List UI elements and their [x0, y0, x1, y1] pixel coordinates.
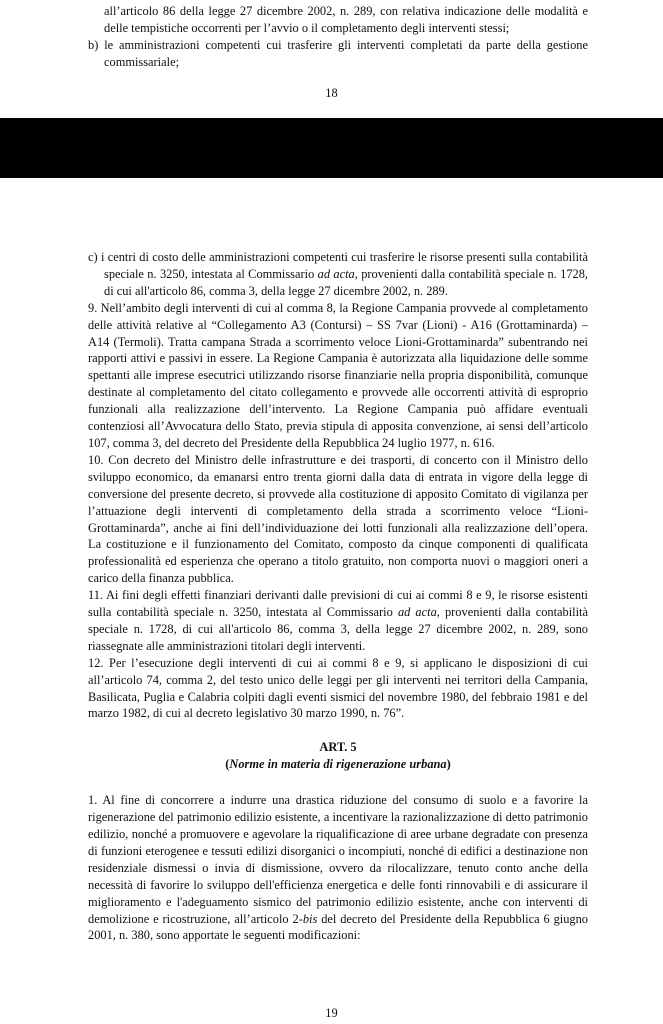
paragraph-11: 11. Ai fini degli effetti finanziari derivanti dalle previsioni di cui ai commi 8 e 9, le risorse esistenti sulla contabilità speciale n. 3250, intestata al Commissario ad acta, provenienti dalla contabilità speciale n. 1728, di cui all'articolo 86, comma 3, della legge 27 dicembre 2002, n. 289, sono riassegnate alle amministrazioni titolari degli interventi.	[88, 588, 589, 653]
list-item-b: b) le amministrazioni competenti cui trasferire gli interventi completati da parte della gestione commissariale;	[88, 37, 588, 69]
document-page-19	[0, 178, 663, 1024]
article-subtitle: (Norme in materia di rigenerazione urbana)	[225, 757, 451, 772]
page-number: 19	[325, 1006, 338, 1020]
paragraph-12: 12. Per l’esecuzione degli interventi di cui ai commi 8 e 9, si applicano le disposizioni di cui all’articolo 74, comma 2, del testo unico delle leggi per gli interventi nei territori della Campania, Basilicata, Puglia e Calabria colpiti dagli eventi sismici del novembre 1980, del febbraio 1981 e del marzo 1982, di cui al decreto legislativo 30 marzo 1990, n. 76”.	[88, 655, 588, 721]
paragraph-9: 9. Nell’ambito degli interventi di cui al comma 8, la Regione Campania provvede al completamento delle attività relative al “Collegamento A3 (Contursi) – SS 7var (Lioni) - A16 (Grottaminarda) – A14 (Termoli). Tratta campana Strada a scorrimento veloce Lioni-Grottaminarda” subentrando nei rapporti attivi e passivi in essere. La Regione Campania è autorizzata alla liquidazione delle somme spettanti alle imprese esecutrici utilizzando risorse finanziarie nella propria disponibilità, comunque destinate al completamento del citato collegamento e provvede alle occorrenti attività di esproprio funzionali alla realizzazione dell’intervento. La Regione Campania può affidare eventuali contenziosi all’Avvocatura dello Stato, previa stipula di apposita convenzione, ai sensi dell’articolo 107, comma 3, del decreto del Presidente della Repubblica 24 luglio 1977, n. 616.	[88, 300, 588, 450]
list-item-c: c) i centri di costo delle amministrazioni competenti cui trasferire le risorse presenti sulla contabilità speciale n. 3250, intestata al Commissario ad acta, provenienti dalla contabilità speciale n. 1728, di cui all'articolo 86, comma 3, della legge 27 dicembre 2002, n. 289.	[88, 250, 589, 298]
page-18-text	[88, 3, 588, 71]
page-19-text	[88, 249, 588, 944]
page-number: 18	[325, 86, 338, 100]
article-5-paragraph-1: 1. Al fine di concorrere a indurre una drastica riduzione del consumo di suolo e a favorire la rigenerazione del patrimonio edilizio esistente, a incentivare la razionalizzazione di detto patrimonio edilizio, nonché a promuovere e agevolare la riqualificazione di aree urbane degradate con presenza di funzioni eterogenee e tessuti edilizi disorganici o incompiuti, nonché di edifici a destinazione non residenziale dismessi o invia di dismissione, ovvero da rilocalizzare, tenuto conto anche della necessità di favorire lo sviluppo dell'efficienza energetica e delle fonti rinnovabili e di assicurare il miglioramento e l'adeguamento sismico del patrimonio edilizio esistente, anche con interventi di demolizione e ricostruzione, all’articolo 2-bis del decreto del Presidente della Repubblica 6 giugno 2001, n. 380, sono apportate le seguenti modificazioni:	[88, 793, 588, 943]
document-page-18	[0, 0, 663, 118]
article-title: ART. 5	[319, 740, 357, 755]
continuation-line: all’articolo 86 della legge 27 dicembre 2002, n. 289, con relativa indicazione delle modalità e delle tempistiche occorrenti per l’avvio o il completamento degli interventi stessi;	[104, 4, 588, 35]
paragraph-10: 10. Con decreto del Ministro delle infrastrutture e dei trasporti, di concerto con il Ministro dello sviluppo economico, da emanarsi entro trenta giorni dalla data di entrata in vigore della legge di conversione del presente decreto, si provvede alla costituzione di apposito Comitato di vigilanza per l’attuazione degli interventi di completamento della strada a scorrimento veloce “Lioni-Grottaminarda”, anche ai fini dell’individuazione dei lotti funzionali alla realizzazione dell’opera. La costituzione e il funzionamento del Comitato, composto da cinque componenti di qualificata professionalità ed esperienza che operano a titolo gratuito, non comporta nuovi o maggiori oneri a carico della finanza pubblica.	[88, 452, 588, 586]
